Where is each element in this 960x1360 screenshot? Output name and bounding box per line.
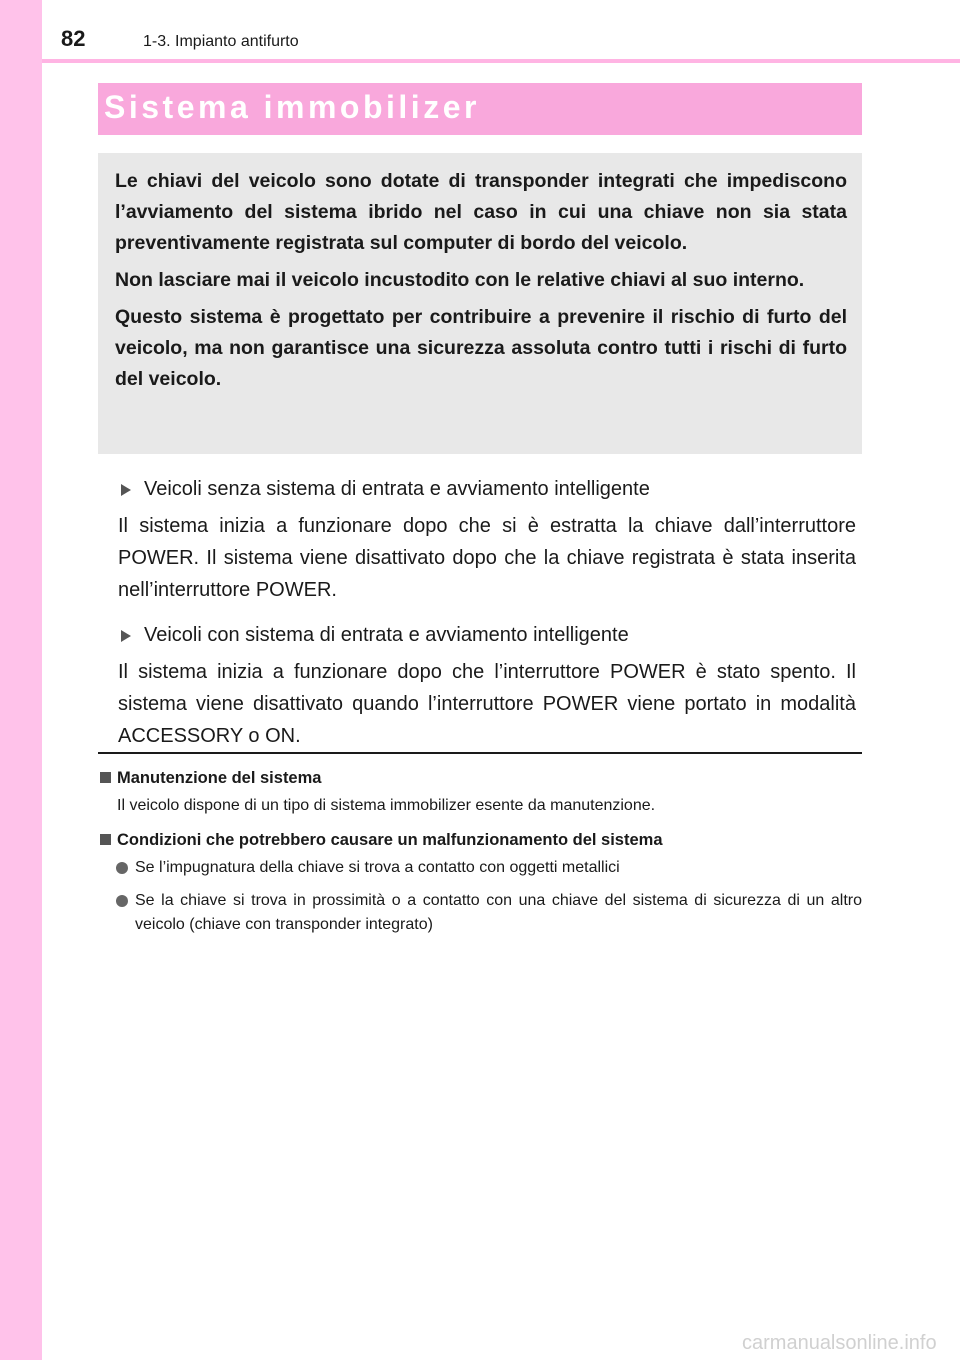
triangle-bullet-icon [121, 484, 131, 496]
section-heading [118, 474, 856, 504]
note-heading [98, 828, 862, 852]
note-heading [98, 766, 862, 790]
intro-paragraph: Non lasciare mai il veicolo incustodito con le relative chiavi al suo interno. [115, 269, 805, 291]
section-breadcrumb: 1-3. Impianto antifurto [143, 33, 299, 50]
circle-bullet-icon [116, 862, 128, 874]
section-text: Il sistema inizia a funzionare dopo che si è estratta la chiave dall’interruttore POWER. Il sistema viene disattivato dopo che la chiave registrata è stata inserita nell’interruttore POWER. [118, 515, 856, 601]
header-band [42, 0, 960, 62]
note-heading-text: Condizioni che potrebbero causare un malfunzionamento del sistema [117, 831, 663, 849]
circle-bullet-icon [116, 895, 128, 907]
square-bullet-icon [100, 834, 111, 845]
header-rule [42, 59, 960, 63]
notes-section [98, 766, 862, 946]
square-bullet-icon [100, 772, 111, 783]
notes-divider [98, 752, 862, 754]
intro-paragraph: Questo sistema è progettato per contribuire a prevenire il rischio di furto del veicolo, ma non garantisce una sicurezza assoluta contro tutti i rischi di furto del veicolo. [115, 306, 847, 390]
section-heading-text: Veicoli senza sistema di entrata e avviamento intelligente [144, 478, 650, 500]
intro-box [98, 153, 862, 454]
side-color-strip [0, 0, 42, 1360]
list-item-text: Se la chiave si trova in prossimità o a contatto con una chiave del sistema di sicurezza di un altro veicolo (chiave con transponder integrato) [135, 892, 862, 933]
note-heading-text: Manutenzione del sistema [117, 769, 322, 787]
watermark: carmanualsonline.info [742, 1332, 937, 1354]
main-content [118, 474, 856, 766]
section-text: Il sistema inizia a funzionare dopo che l’interruttore POWER è stato spento. Il sistema viene disattivato quando l’interruttore POWER viene portato in modalità ACCESSORY o ON. [118, 661, 856, 747]
page-title: Sistema immobilizer [104, 89, 480, 125]
list-item [98, 889, 862, 937]
note-text: Il veicolo dispone di un tipo di sistema immobilizer esente da manutenzione. [117, 797, 656, 814]
list-item-text: Se l’impugnatura della chiave si trova a contatto con oggetti metallici [135, 859, 620, 876]
intro-paragraph: Le chiavi del veicolo sono dotate di transponder integrati che impediscono l’avviamento del sistema ibrido nel caso in cui una chiave non sia stata preventivamente registrata sul computer di bordo del veicolo. [115, 170, 847, 254]
section-heading-text: Veicoli con sistema di entrata e avviamento intelligente [144, 624, 629, 646]
page-number: 82 [61, 26, 86, 51]
list-item [98, 856, 862, 880]
triangle-bullet-icon [121, 630, 131, 642]
section-heading [118, 620, 856, 650]
